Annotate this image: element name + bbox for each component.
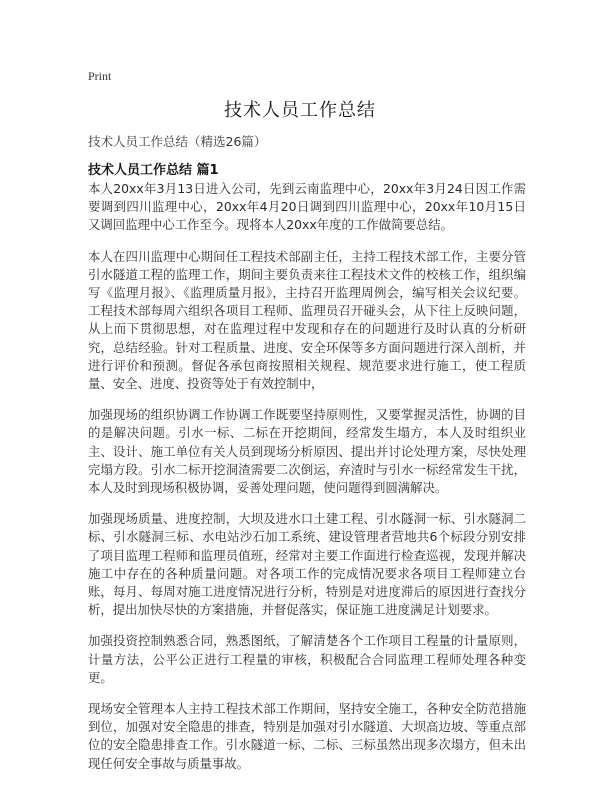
section-heading: 技术人员工作总结 篇1 — [88, 163, 219, 178]
paragraph-6: 现场安全管理本人主持工程技术部工作期间，坚持安全施工，各种安全防范措施到位，加强对安全隐患的排查，特别是加强对引水隧道、大坝高边坡、等重点部位的安全隐患排查工作。引水隧道一标、二标、三标虽然出现多次塌方，但未出现任何安全事故与质量事故。 — [88, 701, 526, 771]
document-title: 技术人员工作总结 — [224, 100, 376, 121]
paragraph-4: 加强现场质量、进度控制，大坝及进水口土建工程、引水隧洞一标、引水隧洞二标、引水隧洞三标、水电站沙石加工系统、建设管理者营地共6个标段分别安排了项目监理工程师和监理员值班，经常对主要工作面进行检查巡视，发现并解决施工中存在的各种质量问题。对各项工作的完成情况要求各项目工程师建立台账，每月、每周对施工进度情况进行分析，特别是对进度滞后的原因进行查找分析，提出加快尽快的方案措施，并督促落实，保证施工进度满足计划要求。 — [88, 511, 526, 618]
paragraph-5: 加强投资控制熟悉合同，熟悉图纸，了解清楚各个工作项目工程量的计量原则，计量方法，公平公正进行工程量的审核，积极配合合同监理工程师处理各种变更。 — [88, 633, 526, 685]
paragraph-2: 本人在四川监理中心期间任工程技术部副主任，主持工程技术部工作，主要分管引水隧道工程的监理工作，期间主要负责来往工程技术文件的校核工作，组织编写《监理月报》、《监理质量月报》，主持召开监理周例会，编写相关会议纪要。工程技术部每周六组织各项目工程师、监理员召开碰头会，从下往上反映问题，从上而下贯彻思想，对在监理过程中发现和存在的问题进行及时认真的分析研究，总结经验。针对工程质量、进度、安全环保等多方面问题进行深入剖析，并进行评价和预测。督促各承包商按照相关规程、规范要求进行施工，使工程质量、安全、进度、投资等处于有效控制中， — [88, 248, 526, 392]
document-body — [88, 180, 526, 786]
paragraph-3: 加强现场的组织协调工作协调工作既要坚持原则性，又要掌握灵活性，协调的目的是解决问题。引水一标、二标在开挖期间，经常发生塌方，本人及时组织业主、设计、施工单位有关人员到现场分析原因、提出并讨论处理方案，尽快处理完塌方段。引水二标开挖洞渣需要二次倒运，弃渣时与引水一标经常发生干扰，本人及时到现场积极协调，妥善处理问题，使问题得到圆满解决。 — [88, 407, 526, 496]
print-label[interactable]: Print — [88, 69, 112, 83]
document-subtitle: 技术人员工作总结（精选26篇） — [88, 134, 267, 149]
paragraph-1: 本人20xx年3月13日进入公司，先到云南监理中心，20xx年3月24日因工作需要调到四川监理中心，20xx年4月20日调到四川监理中心，20xx年10月15日又调回监理中心工作至今。现将本人20xx年度的工作做简要总结。 — [88, 181, 526, 233]
